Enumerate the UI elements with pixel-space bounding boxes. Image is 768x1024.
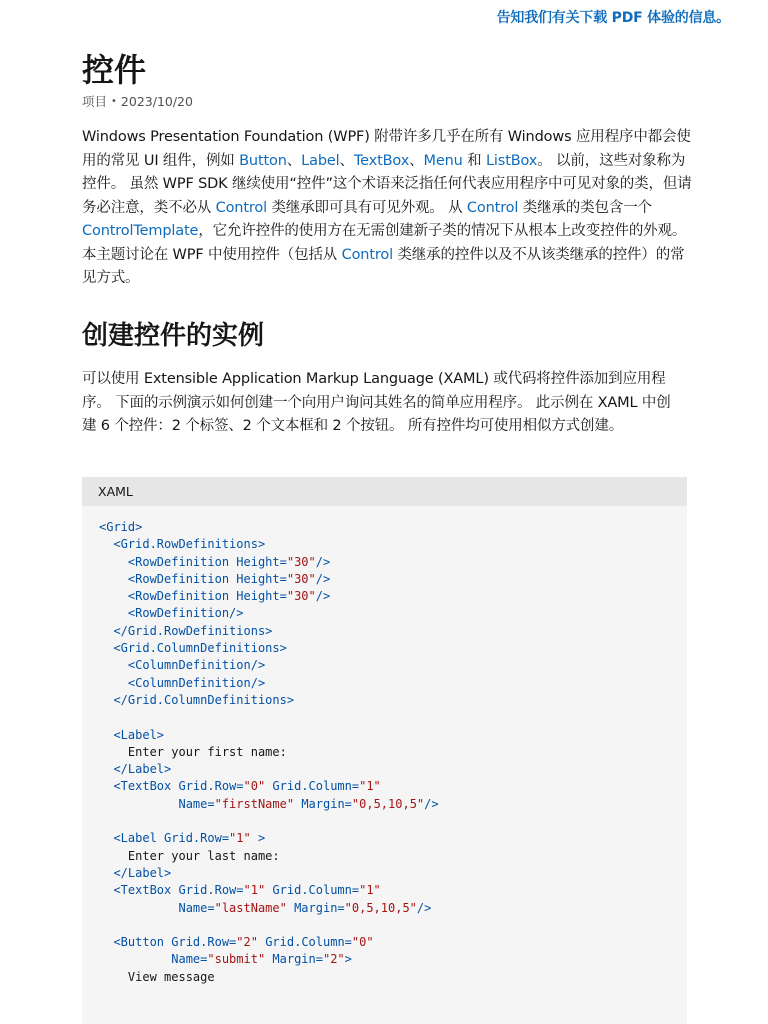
code-tag: <ColumnDefinition/> <box>127 658 266 673</box>
code-language-label: XAML <box>82 477 687 506</box>
code-text <box>99 572 128 586</box>
code-text <box>99 883 113 897</box>
code-tag: <Label> <box>113 727 165 742</box>
code-tag: /> <box>315 571 331 586</box>
code-text <box>99 641 113 655</box>
code-text <box>99 693 113 707</box>
code-tag: /> <box>424 796 439 811</box>
code-tag: <ColumnDefinition/> <box>127 675 266 690</box>
intro-text-5: ，它允许控件的使用方在无需创建新子类的情况下从根本上改变控件的外观。 本主题讨论在 WPF 中使用控件（包括从 <box>82 223 687 263</box>
code-text <box>99 797 178 811</box>
code-text <box>99 589 128 603</box>
code-line <box>99 675 687 692</box>
code-line <box>99 571 687 588</box>
code-value: "0" <box>351 935 374 950</box>
code-tag: <Label Grid.Row= <box>113 831 230 846</box>
code-tag: <TextBox Grid.Row= <box>113 883 244 898</box>
code-line <box>99 778 687 795</box>
code-tag: Margin= <box>265 952 323 967</box>
code-value: "0,5,10,5" <box>351 796 425 811</box>
code-line <box>99 951 687 968</box>
link-menu[interactable]: Menu <box>423 152 463 169</box>
link-label[interactable]: Label <box>301 152 340 169</box>
code-text <box>99 676 128 690</box>
code-text <box>99 555 128 569</box>
code-tag: </Grid.ColumnDefinitions> <box>113 692 295 707</box>
code-tag: <RowDefinition Height= <box>127 571 287 586</box>
section-paragraph: 可以使用 Extensible Application Markup Language (XAML) 或代码将控件添加到应用程序。 下面的示例演示如何创建一个向用户询问其姓名的简单应用程序。 此示例在 XAML 中创建 6 个控件：2 个标签、2 个文本框和 2 个按钮。 所有控件均可使用相似方式创建。 <box>82 371 671 434</box>
code-line <box>99 830 687 847</box>
intro-paragraph <box>82 126 692 291</box>
code-value: "2" <box>322 952 345 967</box>
code-tag: </Label> <box>113 865 172 880</box>
code-text <box>99 537 113 551</box>
article-date: 2023/10/20 <box>120 93 193 109</box>
code-tag: <Grid.RowDefinitions> <box>113 537 266 552</box>
code-line <box>99 640 687 657</box>
code-tag: </Grid.RowDefinitions> <box>113 623 273 638</box>
code-line <box>99 554 687 571</box>
code-value: "1" <box>359 779 381 794</box>
code-value: "30" <box>286 554 316 569</box>
code-line <box>99 917 687 934</box>
code-line <box>99 848 687 865</box>
code-line <box>99 813 687 830</box>
code-content[interactable] <box>82 506 687 986</box>
code-line <box>99 692 687 709</box>
link-control-3[interactable]: Control <box>341 246 393 263</box>
intro-text-6: 类继承的控件以及不从该类继承的控件）的常见方式。 <box>82 246 685 286</box>
code-text <box>99 779 113 793</box>
code-tag: <TextBox Grid.Row= <box>113 779 244 794</box>
intro-text-2: 。 以前，这些对象称为控件。 虽然 WPF SDK 继续使用“控件”这个术语来泛指任何代表应用程序中可见对象的类，但请务必注意，类不必从 <box>82 152 692 216</box>
code-tag: <RowDefinition/> <box>127 606 244 621</box>
code-value: "lastName" <box>214 900 287 915</box>
code-text <box>99 624 113 638</box>
code-tag: Grid.Column= <box>265 779 360 794</box>
link-button[interactable]: Button <box>239 152 287 169</box>
code-line <box>99 727 687 744</box>
link-control-2[interactable]: Control <box>466 199 519 216</box>
code-text <box>99 728 113 742</box>
code-text <box>99 831 113 845</box>
code-tag: Grid.Column= <box>257 935 352 950</box>
code-line <box>99 900 687 917</box>
sep-1: 、 <box>286 152 302 169</box>
link-textbox[interactable]: TextBox <box>353 152 410 169</box>
code-line <box>99 934 687 951</box>
code-value: "1" <box>359 883 381 898</box>
code-line <box>99 588 687 605</box>
code-tag: Margin= <box>286 900 345 915</box>
code-tag: > <box>344 952 352 967</box>
code-tag: Name= <box>178 900 215 915</box>
code-value: "0,5,10,5" <box>344 900 417 915</box>
article-meta <box>82 92 193 110</box>
code-text <box>99 935 113 949</box>
code-value: "1" <box>243 883 266 898</box>
sep-2: 、 <box>339 152 354 169</box>
code-tag: Name= <box>171 952 208 967</box>
intro-text-1: Windows Presentation Foundation (WPF) 附带许多几乎在所有 Windows 应用程序中都会使用的常见 UI 组件，例如 <box>82 129 691 169</box>
code-tag: > <box>250 831 266 846</box>
sep-3: 、 <box>409 152 424 169</box>
intro-text-4: 类继承的类包含一个 <box>518 199 652 216</box>
code-text <box>99 762 113 776</box>
link-control-1[interactable]: Control <box>215 199 267 216</box>
pdf-feedback-link[interactable]: 告知我们有关下载 PDF 体验的信息。 <box>496 10 730 26</box>
code-value: "0" <box>243 779 266 794</box>
page-title: 控件 <box>82 51 147 89</box>
code-block <box>82 477 687 1024</box>
code-value: "2" <box>236 935 258 950</box>
code-value: "30" <box>286 571 316 586</box>
code-line <box>99 519 687 536</box>
intro-text-3: 类继承即可具有可见外观。 从 <box>266 199 467 216</box>
code-text <box>99 901 178 915</box>
code-text <box>99 658 128 672</box>
code-line <box>99 761 687 778</box>
code-line <box>99 709 687 726</box>
code-line <box>99 657 687 674</box>
code-tag: /> <box>315 589 331 604</box>
code-value: "submit" <box>207 952 266 967</box>
code-text <box>99 866 113 880</box>
code-value: "1" <box>229 831 251 846</box>
code-tag: /> <box>315 554 331 569</box>
and-text: 和 <box>462 152 486 169</box>
code-line <box>99 969 687 986</box>
code-line <box>99 744 687 761</box>
code-value: "30" <box>286 589 316 604</box>
code-line <box>99 536 687 553</box>
section-heading: 创建控件的实例 <box>82 321 265 351</box>
link-controltemplate[interactable]: ControlTemplate <box>82 223 199 239</box>
code-line <box>99 796 687 813</box>
code-tag: <Grid.ColumnDefinitions> <box>113 641 287 656</box>
code-line <box>99 882 687 899</box>
code-tag: Name= <box>178 796 215 811</box>
code-text: View message <box>99 969 215 984</box>
code-line <box>99 865 687 882</box>
link-listbox[interactable]: ListBox <box>485 152 538 169</box>
code-line <box>99 605 687 622</box>
code-line <box>99 623 687 640</box>
code-tag: <RowDefinition Height= <box>127 589 287 604</box>
code-text <box>99 606 128 620</box>
article-type: 项目 <box>82 94 108 109</box>
code-tag: <Button Grid.Row= <box>113 935 237 950</box>
code-text: Enter your last name: <box>99 848 280 863</box>
code-tag: Margin= <box>294 796 352 811</box>
code-tag: <Grid> <box>99 520 143 534</box>
code-tag: Grid.Column= <box>265 883 360 898</box>
code-text <box>99 952 171 966</box>
code-tag: </Label> <box>113 762 172 777</box>
code-tag: <RowDefinition Height= <box>127 554 287 569</box>
code-tag: /> <box>416 900 432 915</box>
separator-dot: • <box>111 95 117 107</box>
code-value: "firstName" <box>214 796 295 811</box>
code-text: Enter your first name: <box>99 744 287 759</box>
